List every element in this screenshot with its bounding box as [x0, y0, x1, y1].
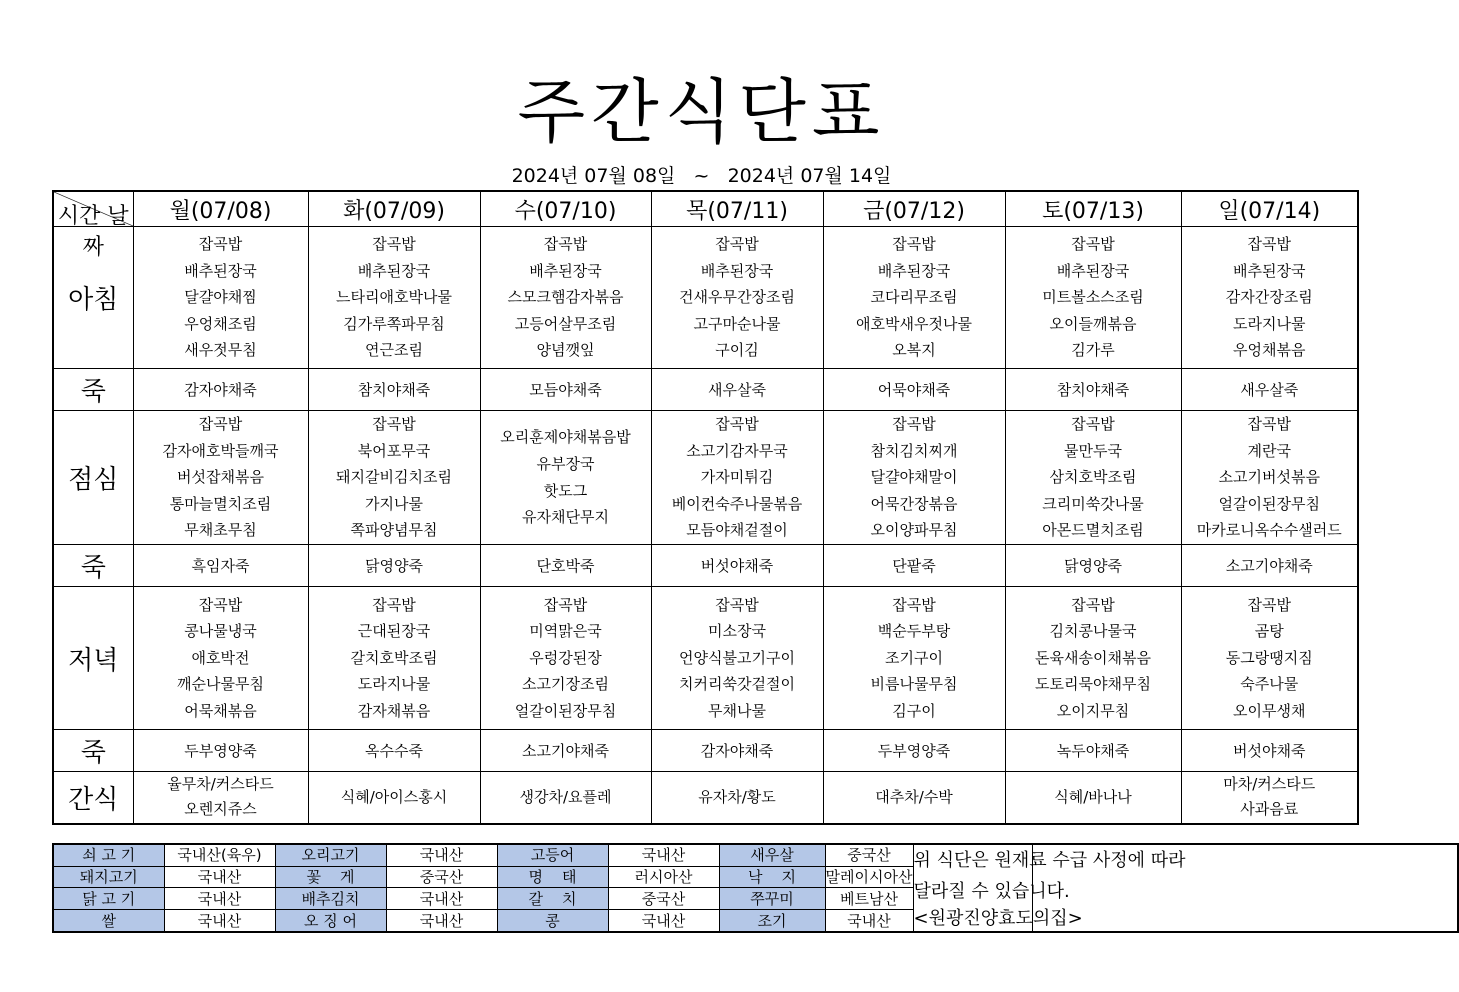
- menu-cell: [1181, 587, 1358, 730]
- snack-cell: [1005, 772, 1181, 824]
- menu-item: 버섯잡채볶음: [177, 468, 264, 487]
- origin-country: 말레이시아산: [825, 868, 913, 887]
- menu-item: 마차/커스타드: [1223, 775, 1316, 794]
- menu-cell: [308, 587, 480, 730]
- meal-label: 점심: [53, 411, 133, 545]
- day-header-row: [53, 191, 1358, 227]
- menu-item: 김구이: [892, 701, 936, 720]
- meal-label: 간식: [53, 772, 133, 824]
- menu-item: 잡곡밥: [543, 235, 588, 254]
- menu-item: 김치콩나물국: [1049, 622, 1137, 641]
- menu-cell: [1005, 411, 1181, 545]
- meal-row: [53, 730, 1358, 772]
- menu-item: 배추된장국: [1233, 261, 1306, 280]
- origin-item: 고등어: [497, 844, 608, 866]
- menu-item: 식혜/아이스홍시: [340, 787, 448, 806]
- menu-item: 소고기버섯볶음: [1218, 468, 1320, 487]
- menu-item: 잡곡밥: [1071, 415, 1115, 434]
- menu-cell: [823, 227, 1005, 369]
- porridge-cell: 두부영양죽: [823, 730, 1005, 772]
- porridge-cell: 어묵야채죽: [823, 369, 1005, 411]
- origin-country: 국내산: [164, 888, 275, 910]
- origin-country: 국내산: [825, 910, 913, 932]
- porridge-cell: 닭영양죽: [1005, 545, 1181, 587]
- origin-item: 조기: [719, 910, 825, 932]
- menu-item: 달걀야채말이: [870, 468, 958, 487]
- menu-cell: [480, 587, 651, 730]
- menu-item: 잡곡밥: [892, 415, 936, 434]
- menu-item: 소고기감자무국: [686, 441, 788, 460]
- day-header: 토(07/13): [1005, 191, 1181, 227]
- corner-date-label: 날짜: [82, 204, 129, 260]
- origin-table: [52, 843, 1459, 933]
- menu-item: 김가루쪽파무침: [343, 314, 445, 333]
- menu-item: 오리훈제야채볶음밥: [500, 428, 631, 447]
- menu-cell: [133, 587, 308, 730]
- menu-item: 배추된장국: [700, 261, 774, 280]
- porridge-cell: 단팥죽: [823, 545, 1005, 587]
- origin-item: 콩: [497, 910, 608, 932]
- porridge-cell: 버섯야채죽: [1181, 730, 1358, 772]
- menu-item: 백순두부탕: [877, 622, 951, 641]
- origin-item: 오 징 어: [275, 910, 386, 932]
- menu-item: 새우젓무침: [184, 341, 257, 360]
- menu-item: 무채나물: [708, 701, 766, 720]
- menu-item: 잡곡밥: [1247, 415, 1291, 434]
- menu-item: 가지나물: [365, 494, 423, 513]
- menu-item: 달걀야채찜: [184, 288, 257, 307]
- date-range: 2024년 07월 08일 ~ 2024년 07월 14일: [511, 165, 892, 187]
- porridge-cell: 소고기야채죽: [480, 730, 651, 772]
- menu-item: 베이컨숙주나물볶음: [671, 494, 803, 513]
- menu-item: 참치김치찌개: [870, 441, 958, 460]
- porridge-cell: 감자야채죽: [651, 730, 823, 772]
- porridge-cell: 참치야채죽: [308, 369, 480, 411]
- meal-label: 죽: [53, 545, 133, 587]
- menu-item: 가자미튀김: [700, 468, 774, 487]
- menu-item: 양념깻잎: [536, 341, 595, 360]
- menu-item: 우엉채볶음: [1233, 341, 1306, 360]
- menu-item: 코다리무조림: [870, 288, 958, 307]
- menu-item: 김가루: [1071, 341, 1115, 360]
- menu-item: 잡곡밥: [1247, 595, 1291, 614]
- menu-item: 잡곡밥: [715, 595, 759, 614]
- menu-item: 잡곡밥: [892, 235, 936, 254]
- menu-item: 배추된장국: [529, 261, 602, 280]
- porridge-cell: 감자야채죽: [133, 369, 308, 411]
- menu-item: 크리미쑥갓나물: [1042, 494, 1144, 513]
- origin-item: 갈 치: [497, 888, 608, 910]
- menu-item: 콩나물냉국: [184, 622, 257, 641]
- menu-item: 잡곡밥: [372, 235, 416, 254]
- menu-item: 미소장국: [708, 622, 766, 641]
- origin-country: 중국산: [825, 844, 913, 866]
- menu-item: 조기구이: [885, 648, 943, 667]
- notice-line: <원광진양효도의집>: [913, 908, 1083, 929]
- menu-item: 북어포무국: [357, 441, 431, 460]
- origin-item: 돼지고기: [53, 866, 164, 888]
- porridge-cell: 새우살죽: [651, 369, 823, 411]
- menu-item: 구이김: [715, 341, 759, 360]
- menu-cell: [1181, 411, 1358, 545]
- origin-item: 닭 고 기: [53, 888, 164, 910]
- origin-body: [53, 844, 1458, 932]
- origin-item: 쇠 고 기: [53, 844, 164, 866]
- menu-item: 오복지: [892, 341, 936, 360]
- menu-item: 소고기장조림: [522, 675, 609, 694]
- menu-item: 잡곡밥: [1071, 595, 1115, 614]
- menu-item: 도라지나물: [357, 675, 431, 694]
- origin-country: 국내산: [164, 910, 275, 932]
- origin-item: 오리고기: [275, 844, 386, 866]
- menu-item: 얼갈이된장무침: [514, 701, 617, 720]
- menu-cell: [1181, 227, 1358, 369]
- menu-item: 감자간장조림: [1225, 288, 1313, 307]
- menu-item: 우렁강된장: [529, 648, 602, 667]
- meal-label: 죽: [53, 369, 133, 411]
- day-header: 금(07/12): [823, 191, 1005, 227]
- menu-cell: [480, 227, 651, 369]
- menu-cell: [651, 587, 823, 730]
- menu-item: 애호박전: [191, 648, 250, 667]
- porridge-cell: 두부영양죽: [133, 730, 308, 772]
- origin-item: 명 태: [497, 866, 608, 888]
- porridge-cell: 참치야채죽: [1005, 369, 1181, 411]
- origin-row: [53, 866, 1458, 888]
- menu-cell: [133, 411, 308, 545]
- porridge-cell: 닭영양죽: [308, 545, 480, 587]
- meal-row: [53, 772, 1358, 824]
- menu-item: 잡곡밥: [198, 595, 243, 614]
- meal-label: 죽: [53, 730, 133, 772]
- origin-row: [53, 844, 1458, 866]
- corner-time-label: 시간: [57, 204, 101, 229]
- origin-item: 낙 지: [719, 866, 825, 888]
- menu-item: 감자애호박들깨국: [162, 441, 279, 460]
- origin-item: 쌀: [53, 910, 164, 932]
- porridge-cell: 새우살죽: [1181, 369, 1358, 411]
- day-header: 일(07/14): [1181, 191, 1358, 227]
- menu-item: 잡곡밥: [198, 415, 243, 434]
- menu-item: 느타리애호박나물: [336, 288, 452, 307]
- snack-cell: [133, 772, 308, 824]
- menu-item: 고구마순나물: [693, 314, 781, 333]
- meal-row: [53, 545, 1358, 587]
- menu-item: 스모크햄감자볶음: [507, 288, 624, 307]
- porridge-cell: 녹두야채죽: [1005, 730, 1181, 772]
- day-header: 월(07/08): [133, 191, 308, 227]
- menu-item: 아몬드멸치조림: [1042, 521, 1144, 540]
- menu-item: 배추된장국: [184, 261, 257, 280]
- menu-item: 사과음료: [1240, 800, 1299, 819]
- menu-item: 비름나물무침: [870, 675, 958, 694]
- origin-country: 베트남산: [825, 888, 913, 910]
- menu-cell: [651, 227, 823, 369]
- menu-item: 쪽파양념무침: [350, 521, 438, 540]
- origin-item: 쭈꾸미: [719, 888, 825, 910]
- menu-item: 언양식불고기구이: [679, 648, 795, 667]
- menu-cell: [1005, 587, 1181, 730]
- menu-item: 무채초무침: [184, 521, 257, 540]
- porridge-cell: 소고기야채죽: [1181, 545, 1358, 587]
- menu-item: 배추된장국: [1056, 261, 1130, 280]
- menu-item: 잡곡밥: [372, 415, 416, 434]
- meal-label: 저녁: [53, 587, 133, 730]
- porridge-cell: 버섯야채죽: [651, 545, 823, 587]
- menu-item: 돼지갈비김치조림: [336, 468, 452, 487]
- day-header: 수(07/10): [480, 191, 651, 227]
- menu-item: 미트볼소스조림: [1042, 288, 1144, 307]
- menu-cell: [480, 411, 651, 545]
- menu-item: 돈육새송이채볶음: [1035, 648, 1151, 667]
- menu-item: 숙주나물: [1240, 675, 1299, 694]
- menu-item: 통마늘멸치조림: [169, 494, 272, 513]
- menu-item: 계란국: [1247, 441, 1291, 460]
- menu-item: 감자채볶음: [357, 701, 431, 720]
- menu-item: 잡곡밥: [715, 415, 759, 434]
- menu-item: 오이무생채: [1233, 701, 1306, 720]
- menu-cell: [308, 411, 480, 545]
- menu-item: 오이양파무침: [870, 521, 958, 540]
- meal-row: [53, 227, 1358, 369]
- menu-item: 식혜/바나나: [1054, 787, 1132, 806]
- menu-cell: [823, 587, 1005, 730]
- menu-item: 마카로니옥수수샐러드: [1196, 521, 1342, 540]
- menu-item: 잡곡밥: [1247, 235, 1291, 254]
- origin-country: 국내산: [164, 866, 275, 888]
- porridge-cell: 단호박죽: [480, 545, 651, 587]
- menu-item: 유자채단무지: [522, 508, 609, 527]
- origin-item: 배추김치: [275, 888, 386, 910]
- menu-cell: [651, 411, 823, 545]
- menu-item: 물만두국: [1064, 441, 1122, 460]
- page-title: 주간식단표: [517, 71, 886, 153]
- weekly-menu-table: [52, 190, 1359, 825]
- origin-row: [53, 888, 1458, 910]
- menu-item: 곰탕: [1254, 622, 1284, 641]
- menu-item: 어묵간장볶음: [870, 494, 958, 513]
- menu-item: 미역맑은국: [529, 622, 602, 641]
- menu-item: 잡곡밥: [372, 595, 416, 614]
- menu-item: 삼치호박조림: [1049, 468, 1137, 487]
- menu-body: [53, 227, 1358, 824]
- menu-item: 동그랑땡지짐: [1225, 648, 1313, 667]
- snack-cell: [651, 772, 823, 824]
- origin-item: 꽃 게: [275, 866, 386, 888]
- menu-item: 유자차/황도: [698, 787, 776, 806]
- menu-item: 얼갈이된장무침: [1218, 494, 1320, 513]
- menu-item: 어묵채볶음: [184, 701, 257, 720]
- menu-cell: [1005, 227, 1181, 369]
- origin-country: 국내산: [386, 888, 497, 910]
- menu-item: 유부장국: [536, 454, 595, 473]
- notice-text: [913, 844, 1186, 932]
- origin-country: 러시아산: [608, 866, 719, 888]
- menu-item: 고등어살무조림: [514, 314, 617, 333]
- menu-item: 갈치호박조림: [350, 648, 438, 667]
- menu-item: 오이들깨볶음: [1049, 314, 1137, 333]
- meal-row: [53, 369, 1358, 411]
- menu-item: 오렌지쥬스: [184, 800, 257, 819]
- menu-item: 깨순나물무침: [177, 675, 264, 694]
- origin-country: 국내산: [608, 910, 719, 932]
- origin-item: 새우살: [719, 844, 825, 866]
- menu-item: 모듬야채겉절이: [686, 521, 788, 540]
- menu-item: 건새우무간장조림: [679, 288, 795, 307]
- origin-country: 국내산: [386, 844, 497, 866]
- menu-item: 도토리묵야채무침: [1035, 675, 1151, 694]
- menu-item: 율무차/커스타드: [167, 775, 274, 794]
- menu-item: 애호박새우젓나물: [856, 314, 972, 333]
- menu-item: 오이지무침: [1056, 701, 1130, 720]
- meal-label: 아침: [53, 227, 133, 369]
- corner-cell: [53, 191, 133, 260]
- menu-cell: [133, 227, 308, 369]
- menu-item: 배추된장국: [877, 261, 951, 280]
- menu-cell: [823, 411, 1005, 545]
- origin-country: 중국산: [386, 866, 497, 888]
- porridge-cell: 옥수수죽: [308, 730, 480, 772]
- menu-item: 핫도그: [543, 481, 588, 500]
- menu-cell: [308, 227, 480, 369]
- menu-item: 연근조림: [365, 341, 423, 360]
- day-header: 목(07/11): [651, 191, 823, 227]
- porridge-cell: 모듬야채죽: [480, 369, 651, 411]
- origin-country: 국내산: [386, 910, 497, 932]
- snack-cell: [480, 772, 651, 824]
- origin-country: 국내산(육우): [164, 844, 275, 866]
- menu-item: 잡곡밥: [1071, 235, 1115, 254]
- meal-row: [53, 411, 1358, 545]
- menu-item: 잡곡밥: [543, 595, 588, 614]
- origin-row: [53, 910, 1458, 932]
- menu-item: 배추된장국: [357, 261, 431, 280]
- snack-cell: [1181, 772, 1358, 824]
- menu-item: 우엉채조림: [184, 314, 257, 333]
- menu-item: 대추차/수박: [875, 787, 953, 806]
- snack-cell: [823, 772, 1005, 824]
- origin-country: 국내산: [608, 844, 719, 866]
- notice-line: 위 식단은 원재료 수급 사정에 따라: [913, 850, 1186, 871]
- porridge-cell: 흑임자죽: [133, 545, 308, 587]
- menu-item: 잡곡밥: [198, 235, 243, 254]
- day-header: 화(07/09): [308, 191, 480, 227]
- menu-item: 치커리쑥갓겉절이: [679, 675, 795, 694]
- menu-item: 생강차/요플레: [519, 787, 612, 806]
- meal-row: [53, 587, 1358, 730]
- origin-country: 중국산: [608, 888, 719, 910]
- menu-item: 도라지나물: [1233, 314, 1306, 333]
- snack-cell: [308, 772, 480, 824]
- menu-item: 잡곡밥: [715, 235, 759, 254]
- notice-line: 달라질 수 있습니다.: [913, 881, 1070, 902]
- menu-item: 잡곡밥: [892, 595, 936, 614]
- menu-item: 근대된장국: [357, 622, 431, 641]
